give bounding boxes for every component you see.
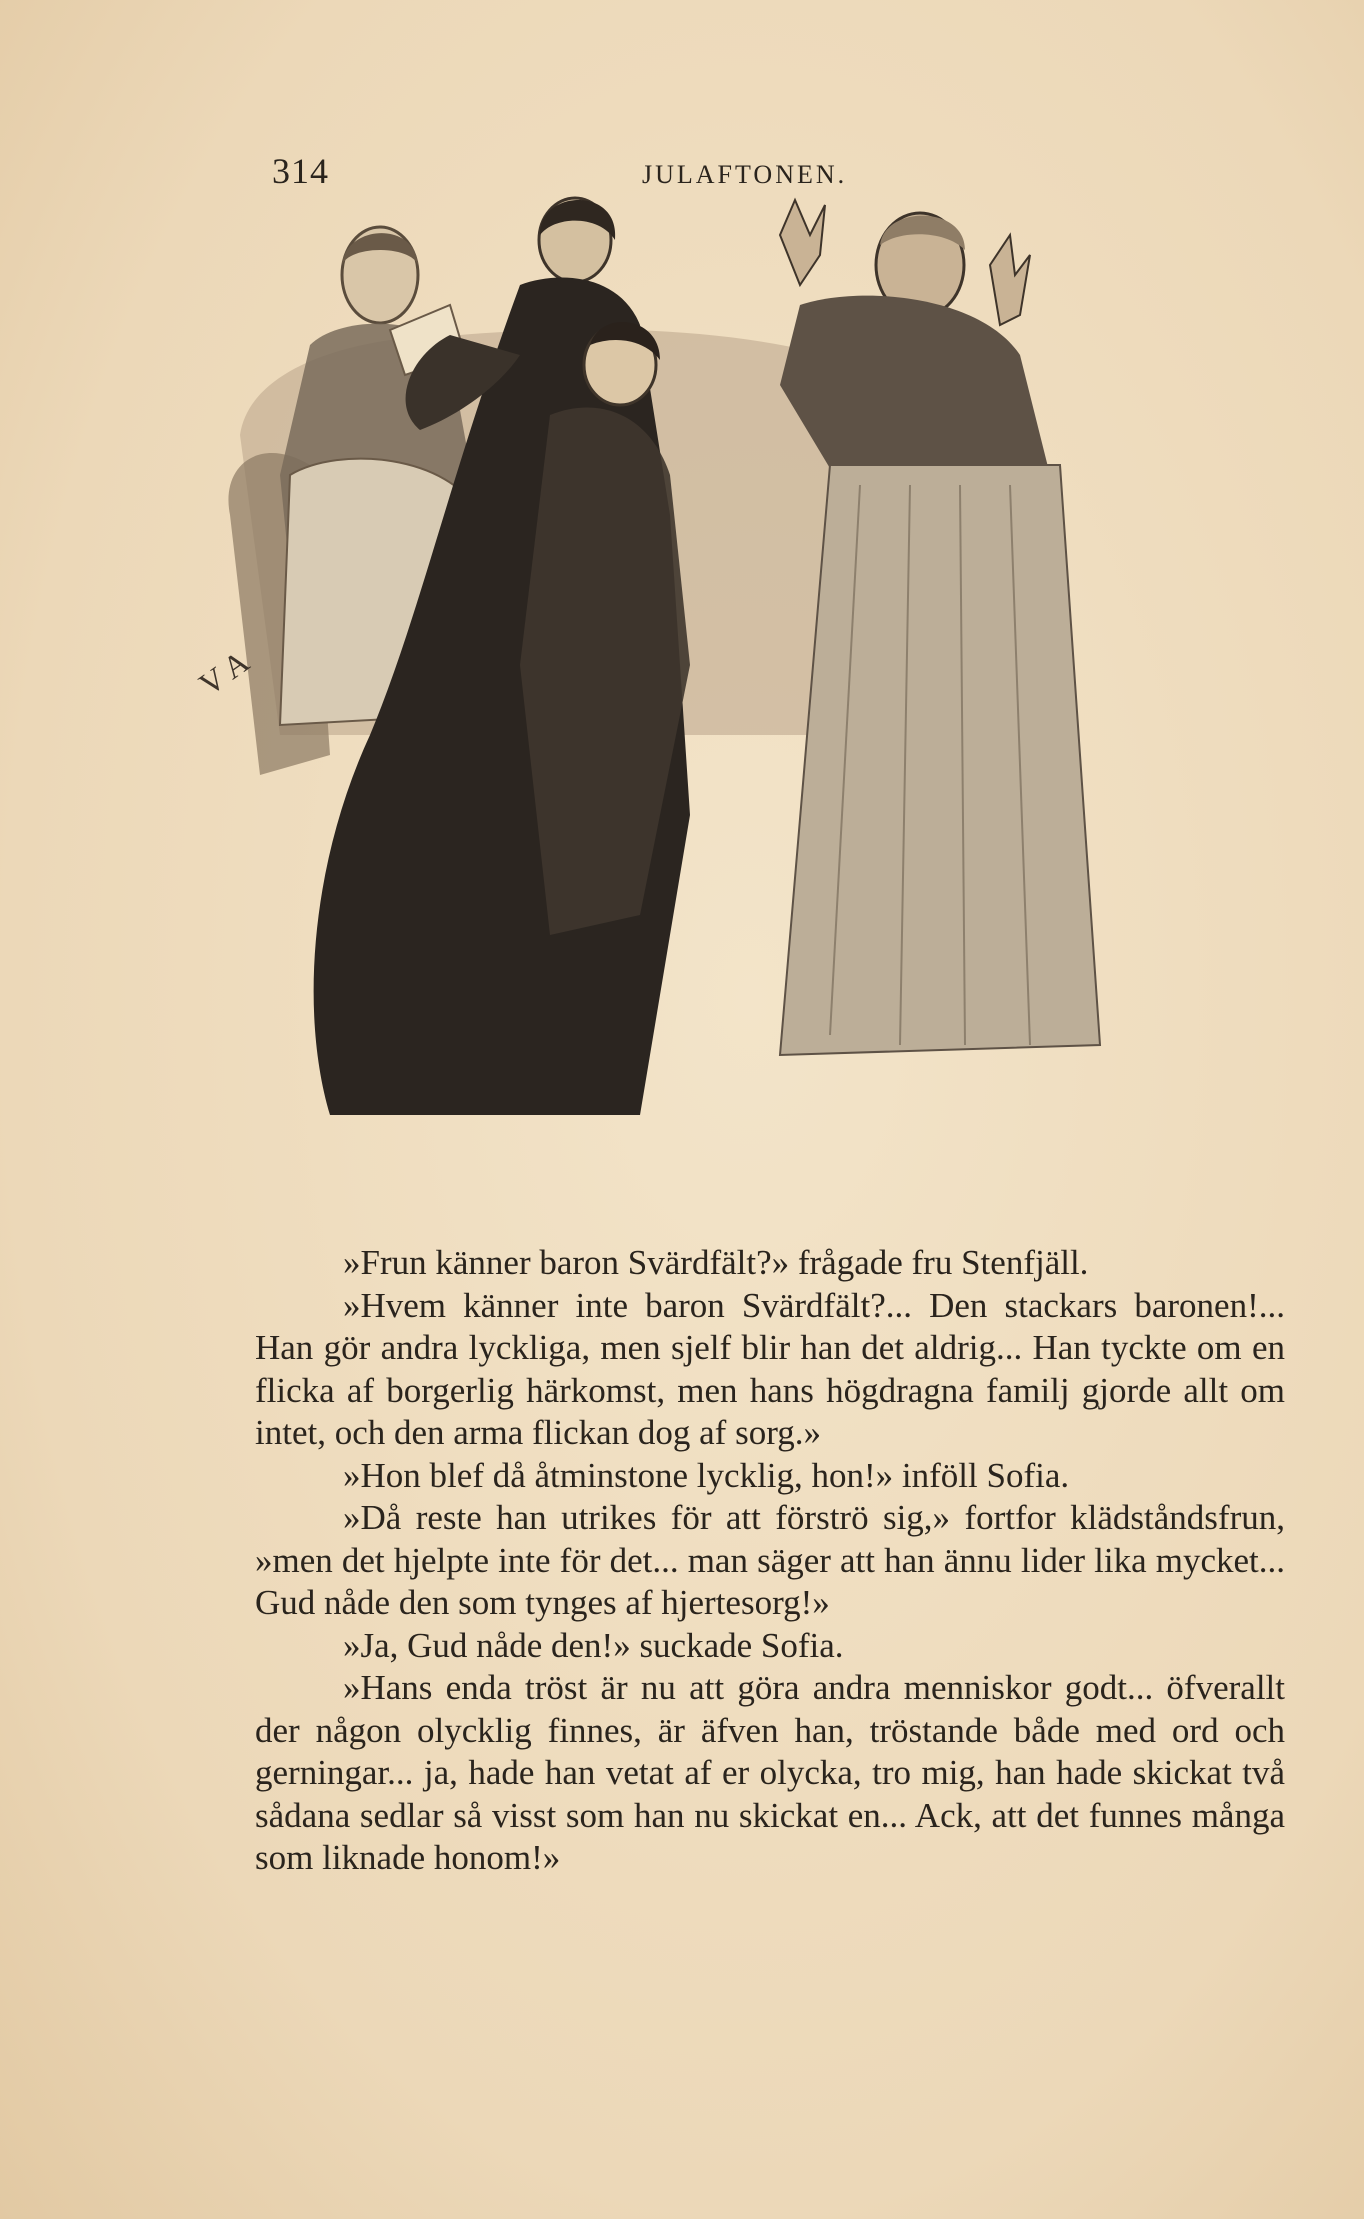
paragraph: »Då reste han utrikes för att förströ sig,» fortfor klädståndsfrun, »men det hjelpte inte för det... man säger att han ännu lider lika mycket... Gud nåde den som tynges af hjertesorg!» — [255, 1498, 1285, 1622]
old-woman-skirt — [780, 465, 1100, 1055]
old-woman-hand-right — [990, 235, 1030, 325]
paragraph: »Frun känner baron Svärdfält?» frågade fru Stenfjäll. — [343, 1243, 1089, 1282]
paragraph: »Hans enda tröst är nu att göra andra menniskor godt... öfverallt der någon olycklig finnes, är äfven han, tröstande både med ord och gerningar... ja, hade han vetat af er olycka, tro mig, han hade skickat två sådana sedlar så visst som han nu skickat en... Ack, att det funnes många som liknade honom!» — [255, 1668, 1285, 1877]
old-woman-hand-left — [780, 200, 825, 285]
paragraph: »Hon blef då åtminstone lycklig, hon!» inföll Sofia. — [343, 1455, 1070, 1495]
paragraph: »Ja, Gud nåde den!» suckade Sofia. — [343, 1625, 844, 1665]
illustration-drawing — [192, 215, 1280, 1175]
page-number: 314 — [272, 151, 329, 191]
body-text — [255, 1242, 1285, 1880]
page-header — [272, 150, 1192, 200]
running-head: JULAFTONEN. — [642, 160, 848, 189]
paragraph: »Hvem känner inte baron Svärdfält?... Den stackars baronen!... Han gör andra lyckliga, men sjelf blir han det aldrig... Han tyckte om en flicka af borgerlig härkomst, men hans högdragna familj gjorde allt om intet, och den arma flickan dog af sorg.» — [255, 1285, 1285, 1452]
artist-signature: V A — [192, 643, 256, 703]
engraving-illustration — [192, 215, 1280, 1175]
